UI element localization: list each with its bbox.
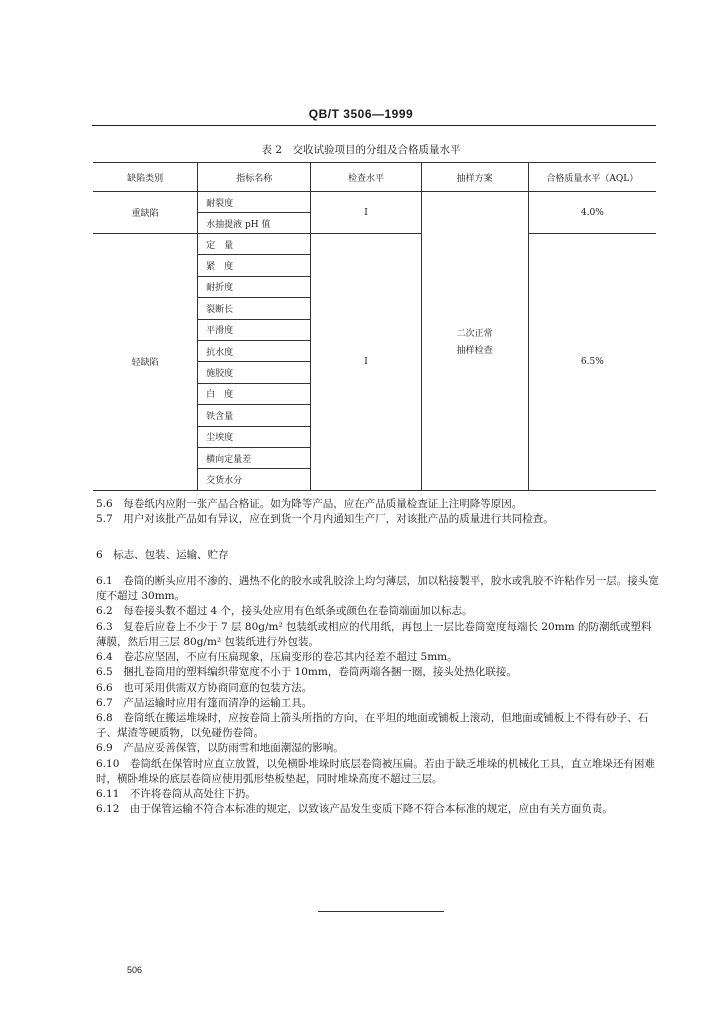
clause-text: 由于保管运输不符合本标准的规定，以致该产品发生变质下降不符合本标准的规定，应由有关方面负责。	[129, 803, 613, 816]
sampling-plan-line: 抽样检查	[456, 345, 493, 356]
indicator-item: 白 度	[198, 383, 311, 404]
column-header: 缺陷类别	[93, 163, 198, 192]
indicator-item: 抗水度	[198, 340, 311, 361]
standard-code-header: QB/T 3506—1999	[308, 107, 414, 121]
clause-number: 6.3	[96, 620, 113, 633]
clause	[96, 512, 661, 527]
defect-category-major: 重缺陷	[93, 192, 198, 234]
clause-number: 6.10	[96, 757, 120, 770]
clause-text: 用户对该批产品如有异议，应在到货一个月内通知生产厂，对该批产品的质量进行共同检查。	[123, 513, 554, 526]
clause-text: 产品运输时应用有篷而清净的运输工具。	[123, 696, 313, 709]
clause-number: 6.4	[96, 651, 113, 664]
clause	[96, 802, 661, 817]
indicator-item: 施胶度	[198, 362, 311, 383]
indicator-item: 平滑度	[198, 319, 311, 340]
clause-text: 每卷纸内应附一张产品合格证。如为降等产品，应在产品质量检查证上注明降等原因。	[123, 498, 523, 510]
end-rule	[318, 911, 444, 912]
clause-number: 5.7	[96, 513, 113, 526]
table-row	[93, 234, 656, 255]
clause-number: 6.7	[96, 696, 113, 709]
clause-text: 卷筒的断头应用不渗的、遇热不化的胶水或乳胶涂上均匀薄层，加以粘接製平，胶水或乳胶不许粘作另一层。接头宽度不超过 30mm。	[96, 575, 659, 603]
column-header: 合格质量水平（AQL）	[528, 163, 656, 192]
clause	[96, 711, 661, 741]
indicator-item: 定 量	[198, 234, 311, 255]
indicator-item: 裂断长	[198, 298, 311, 319]
defect-category-minor: 轻缺陷	[93, 234, 198, 491]
clause-number: 6.8	[96, 711, 113, 724]
clause-text: 每卷接头数不超过 4 个，接头处应用有色纸条或颜色在卷筒端面加以标志。	[123, 605, 473, 618]
clauses-6	[96, 574, 661, 818]
clause	[96, 497, 661, 512]
page-number: 506	[127, 965, 143, 975]
clause-number: 6.1	[96, 575, 113, 587]
aql-minor: 6.5%	[528, 234, 656, 491]
clause	[96, 787, 661, 802]
column-header: 检查水平	[311, 163, 421, 192]
table-row	[93, 192, 656, 213]
clause	[96, 604, 661, 619]
sampling-plan-line: 二次正常	[456, 328, 493, 339]
clause-number: 6.9	[96, 742, 113, 755]
clauses-5	[96, 497, 661, 527]
clause-number: 6.6	[96, 681, 113, 694]
clause-number: 5.6	[96, 498, 113, 510]
indicator-item: 尘埃度	[198, 426, 311, 447]
clause-text: 卷筒纸在保管时应直立放置，以免横卧堆垛时底层卷筒被压扁。若由于缺乏堆垛的机械化工具，直立堆垛还有困难时，横卧堆垛的底层卷筒应使用弧形垫板垫起，同时堆垛高度不超过三层。	[96, 757, 655, 785]
aql-major: 4.0%	[528, 192, 656, 234]
clause-number: 6.11	[96, 788, 120, 801]
clause-text: 卷芯应坚固，不应有压扁现象，压扁变形的卷芯其内径差不超过 5mm。	[123, 651, 458, 664]
clause-number: 6.12	[96, 803, 120, 816]
indicator-item: 紧 度	[198, 255, 311, 276]
indicator-item: 横向定量差	[198, 447, 311, 468]
clause	[96, 620, 661, 650]
clause	[96, 696, 661, 711]
clause	[96, 741, 661, 756]
section-title: 6 标志、包装、运输、贮存	[96, 549, 229, 561]
clause-text: 也可采用供需双方协商同意的包装方法。	[123, 681, 313, 694]
clause	[96, 681, 661, 696]
indicator-item: 交货水分	[198, 469, 311, 490]
indicator-item: 耐裂度	[198, 192, 311, 213]
clause-number: 6.2	[96, 605, 113, 618]
clause	[96, 650, 661, 665]
inspection-level-minor: I	[311, 234, 421, 491]
clause	[96, 665, 661, 680]
inspection-table	[93, 162, 656, 491]
column-header: 指标名称	[198, 163, 311, 192]
indicator-item: 耐折度	[198, 276, 311, 297]
column-header: 抽样方案	[421, 163, 528, 192]
table-header-row	[93, 163, 656, 192]
clause	[96, 574, 661, 604]
inspection-level-major: I	[311, 192, 421, 234]
table-caption: 表 2 交收试验项目的分组及合格质量水平	[261, 144, 461, 156]
clause-text: 产品应妥善保管，以防雨雪和地面潮湿的影响。	[123, 742, 344, 755]
clause-number: 6.5	[96, 666, 113, 679]
clause-text: 卷筒纸在搬运堆垛时，应按卷筒上箭头所指的方向，在平坦的地面或铺板上滚动，但地面或铺板上不得有砂子、石子、煤渣等硬质物，以免碰伤卷筒。	[96, 711, 649, 740]
sampling-plan	[421, 192, 528, 491]
clause-text: 复卷后应卷上不少于 7 层 80g/m² 包装纸或相应的代用纸，再包上一层比卷筒宽度每端长 20mm 的防潮纸或塑料薄膜，然后用三层 80g/m² 包装纸进行外包装。	[96, 620, 652, 648]
indicator-item: 铁含量	[198, 405, 311, 426]
clause	[96, 757, 661, 787]
clause-text: 捆扎卷筒用的塑料编织带宽度不小于 10mm，卷筒两端各捆一圈，接头处热化联接。	[123, 666, 517, 679]
clause-text: 不许将卷筒从高处往下扔。	[129, 788, 256, 801]
indicator-item: 水抽提液 pH 值	[198, 213, 311, 234]
header-rule	[92, 125, 656, 126]
